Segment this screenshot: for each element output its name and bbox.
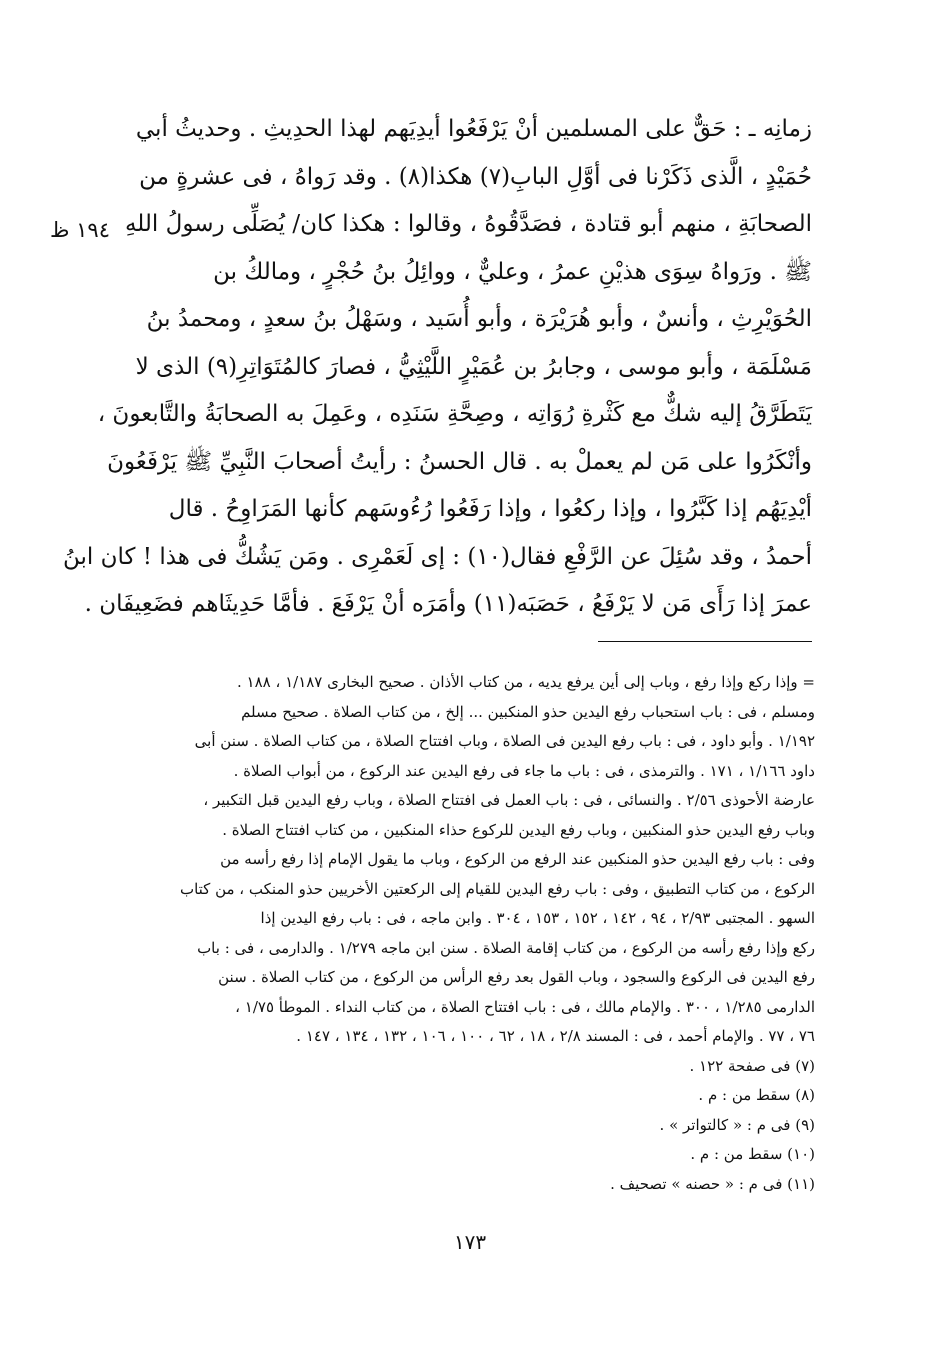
footnote-line: (٧) فى صفحة ١٢٢ . — [689, 1056, 815, 1075]
main-text-line: يَتَطَرَّقُ إليه شكٌّ مع كَثْرةِ رُوَاتِه ، وصِحَّةِ سَنَدِه ، وعَمِلَ به الصحابَةُ والتَّابعونَ ، — [97, 401, 812, 427]
footnote-line: (٩) فى م : « كالتواتر » . — [659, 1115, 815, 1134]
footnote-line: = وإذا ركع وإذا رفع ، وباب إلى أين يرفع يديه ، من كتاب الأذان . صحيح البخارى ١/١٨٧ ، ١٨٨ . — [236, 673, 815, 691]
footnote-line: ٧٦ ، ٧٧ . والإمام أحمد ، فى : المسند ٢/٨ ، ١٨ ، ٦٢ ، ١٠٠ ، ١٠٦ ، ١٣٢ ، ١٣٤ ، ١٤٧ . — [296, 1027, 815, 1045]
footnote-line: داود ١/١٦٦ ، ١٧١ . والترمذى ، فى : باب ما جاء فى رفع اليدين عند الركوع ، من أبواب الصلاة . — [233, 761, 815, 780]
main-text-line: أحمدُ ، وقد سُئِلَ عن الرَّفْعِ فقال(١٠) : إى لَعَمْرِى . ومَن يَشُكُّ فى هذا ! كان ابنُ — [63, 543, 812, 570]
footnote-line: السهو . المجتبى ٢/٩٣ ، ٩٤ ، ١٤٢ ، ١٥٢ ، ١٥٣ ، ٣٠٤ . وابن ماجه ، فى : باب رفع اليدين إذا — [260, 909, 815, 927]
main-text-line: حُمَيْدٍ ، الَّذى ذَكَرْنا فى أوَّلِ البابِ(٧) هكذا(٨) . وقد رَواهُ ، فى عشرةٍ من — [139, 163, 812, 190]
footnote-line: الركوع ، من كتاب التطبيق ، وفى : باب رفع اليدين للقيام إلى الركعتين الأخريين حذو المنكب ، من كتاب — [179, 879, 815, 898]
footnote-line: وباب رفع اليدين حذو المنكبين ، وباب رفع اليدين للركوع حذاء المنكبين ، من كتاب افتتاح الصلاة . — [222, 820, 815, 839]
footnote-line: (١٠) سقط من : م . — [690, 1145, 815, 1163]
footnote-line: (٨) سقط من : م . — [698, 1086, 815, 1104]
footnote-line: عارضة الأحوذى ٢/٥٦ . والنسائى ، فى : باب العمل فى افتتاح الصلاة ، وباب رفع اليدين قبل التكبير ، — [203, 791, 815, 809]
main-text-line: أيْدِيَهُم إذا كَبَّرُوا ، وإذا ركعُوا ، وإذا رَفَعُوا رُءُوسَهم كأنها المَرَاوِحُ . قال — [168, 496, 812, 522]
footnote-line: وفى : باب رفع اليدين حذو المنكبين عند الرفع من الركوع ، وباب ما يقول الإمام إذا رفع رأسه من — [220, 850, 815, 868]
main-text-line: الحُوَيْرِثِ ، وأنسٌ ، وأبو هُرَيْرَة ، وأبو أُسَيد ، وسَهْلُ بنُ سعدٍ ، ومحمدُ بنُ — [146, 306, 812, 332]
main-text-line: ﷺ . ورَواهُ سِوَى هذيْنِ عمرُ ، وعليٌّ ، ووائِلُ بنُ حُجْرٍ ، ومالكُ بن — [213, 258, 812, 285]
footnote-line: ١/١٩٢ . وأبو داود ، فى : باب رفع اليدين فى الصلاة ، وباب افتتاح الصلاة ، من كتاب الصلاة . سنن أبى — [194, 732, 815, 750]
main-text-line: وأنْكَرُوا على مَن لم يعملْ به . قال الحسنُ : رأيتُ أصحابَ النَّبِيِّ ﷺ يَرْفَعُونَ — [107, 448, 812, 475]
margin-folio-note: ١٩٤ ظ — [50, 218, 110, 242]
footnote-line: (١١) فى م : « حصنه » تصحيف . — [610, 1174, 815, 1193]
footnote-line: رفع اليدين فى الركوع والسجود ، وباب القول بعد رفع الرأس من الركوع ، من كتاب الصلاة . سنن — [218, 968, 815, 986]
footnote-line: الدارمى ١/٢٨٥ ، ٣٠٠ . والإمام مالك ، فى : باب افتتاح الصلاة ، من كتاب النداء . الموطأ ١/٧٥ ، — [235, 997, 815, 1016]
footnote-line: ركع وإذا رفع رأسه من الركوع ، من كتاب إقامة الصلاة . سنن ابن ماجه ١/٢٧٩ . والدارمى ، فى : باب — [197, 938, 815, 957]
main-text-line: زمانِه ـ : حَقٌّ على المسلمين أنْ يَرْفَعُوا أيدِيَهم لهذا الحدِيثِ . وحديثُ أبي — [135, 116, 812, 142]
main-text-line: عمرَ إذا رَأَى مَن لا يَرْفَعُ ، حَصَبَه(١١) وأمَرَه أنْ يَرْفَعَ . فأمَّا حَدِيثَاهم فضَعِيفَان . — [84, 591, 812, 617]
footnote-divider — [598, 641, 812, 642]
footnote-line: ومسلم ، فى : باب استحباب رفع اليدين حذو المنكبين ... إلخ ، من كتاب الصلاة . صحيح مسلم — [241, 702, 815, 721]
main-text-line: الصحابَةِ ، منهم أبو قتادة ، فصَدَّقُوهُ ، وقالوا : هكذا كان/ يُصَلِّى رسولُ اللهِ — [124, 211, 812, 237]
main-text-line: مَسْلَمَة ، وأبو موسى ، وجابرُ بن عُمَيْرٍ اللَّيْثِيُّ ، فصارَ كالمُتَوَاتِرِ(٩) الذى لا — [135, 353, 812, 380]
page-number: ١٧٣ — [453, 1230, 487, 1254]
footnotes-block — [125, 668, 815, 1199]
